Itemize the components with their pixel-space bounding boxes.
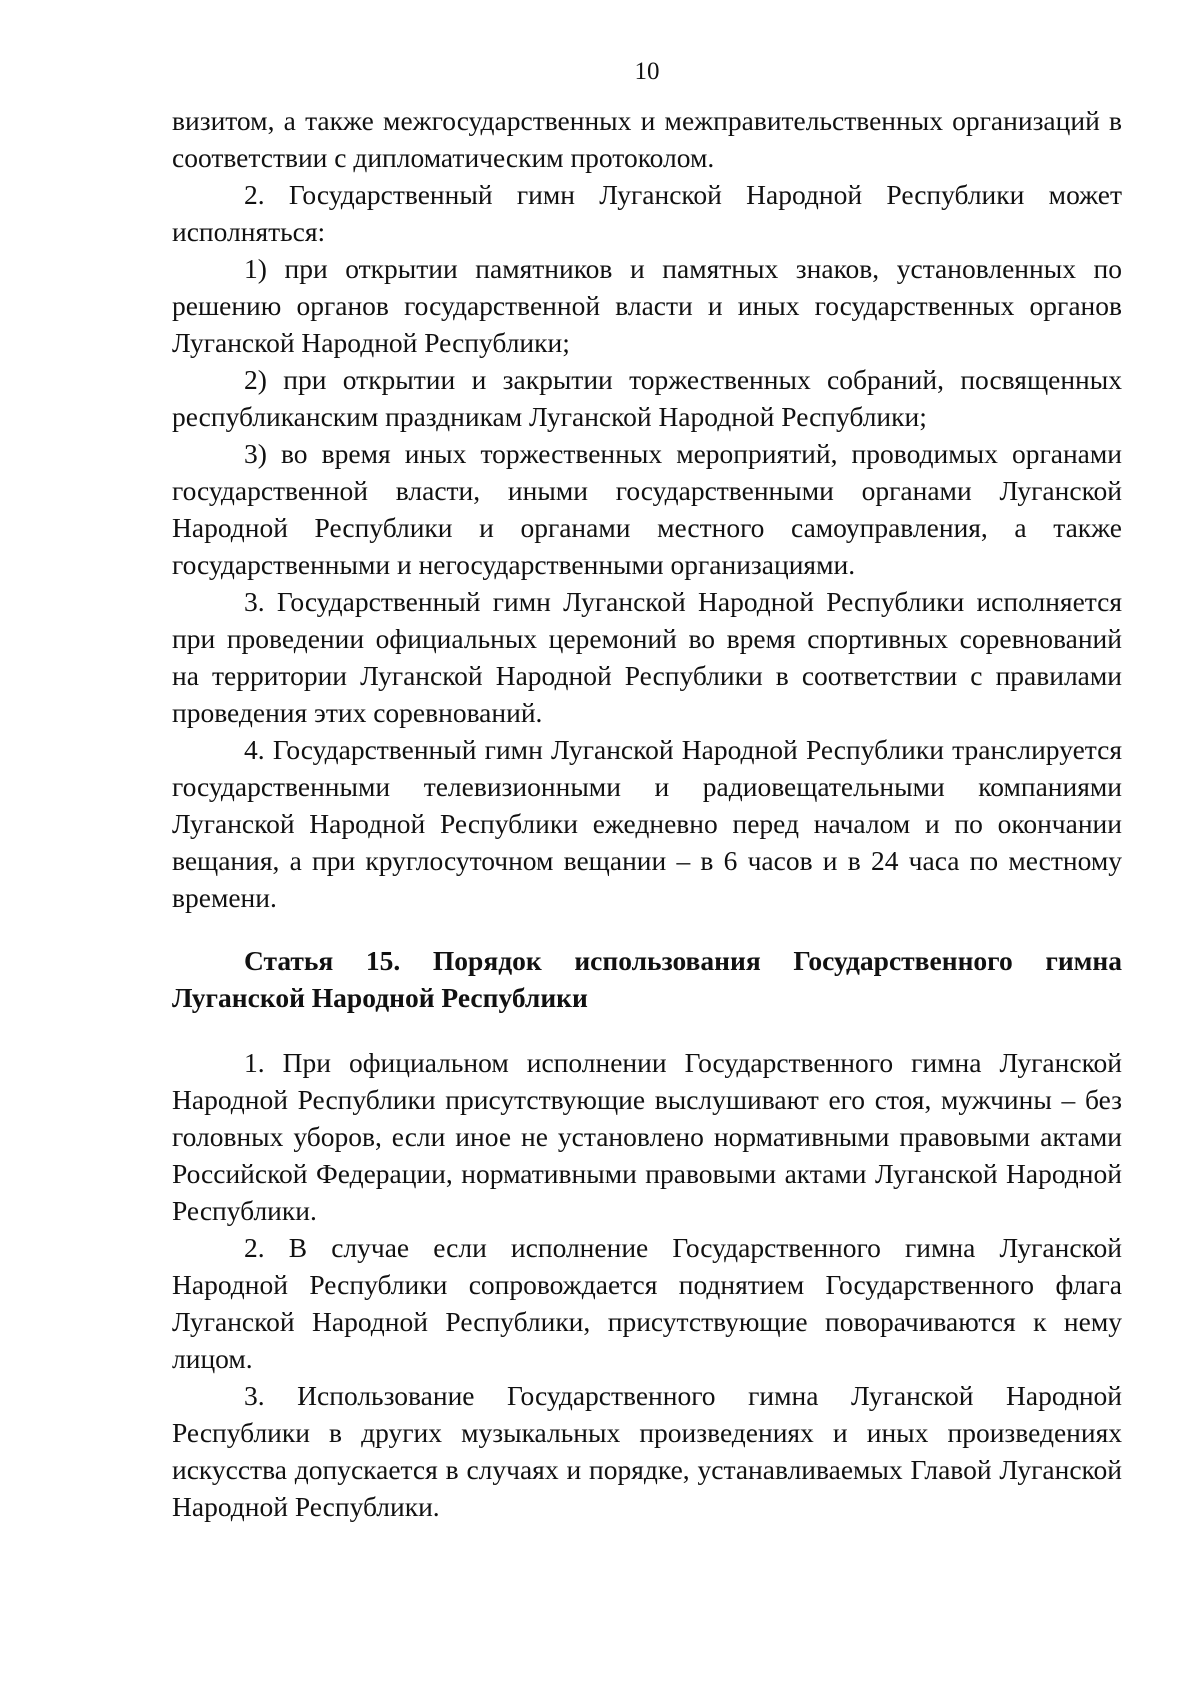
paragraph-subitem-2: 2) при открытии и закрытии торжественных собраний, посвященных республиканским праздникам Луганской Народной Республики; (172, 364, 1122, 432)
paragraph-continuation: визитом, а также межгосударственных и межправительственных организаций в соответствии с дипломатическим протоколом. (172, 105, 1122, 173)
paragraph-clause-2: 2. Государственный гимн Луганской Народной Республики может исполняться: (172, 179, 1122, 247)
paragraph-clause-4: 4. Государственный гимн Луганской Народной Республики транслируется государственными телевизионными и радиовещательными компаниями Луганской Народной Республики ежедневно перед началом и по окончании вещания, а при круглосуточном вещании – в 6 часов и в 24 часа по местному времени. (172, 734, 1122, 913)
paragraph-article-clause-2: 2. В случае если исполнение Государственного гимна Луганской Народной Республики сопровождается поднятием Государственного флага Луганской Народной Республики, присутствующие поворачиваются к нему лицом. (172, 1232, 1122, 1374)
paragraph-clause-3: 3. Государственный гимн Луганской Народной Республики исполняется при проведении официальных церемоний во время спортивных соревнований на территории Луганской Народной Республики в соответствии с правилами проведения этих соревнований. (172, 586, 1122, 728)
paragraph-subitem-3: 3) во время иных торжественных мероприятий, проводимых органами государственной власти, иными государственными органами Луганской Народной Республики и органами местного самоуправления, а также государственными и негосударственными организациями. (172, 438, 1122, 580)
page-number: 10 (634, 58, 660, 85)
document-page (172, 52, 1122, 1525)
paragraph-article-clause-3: 3. Использование Государственного гимна Луганской Народной Республики в других музыкальных произведениях и иных произведениях искусства допускается в случаях и порядке, устанавливаемых Главой Луганской Народной Республики. (172, 1380, 1122, 1522)
paragraph-subitem-1: 1) при открытии памятников и памятных знаков, установленных по решению органов государственной власти и иных государственных органов Луганской Народной Республики; (172, 253, 1122, 358)
paragraph-article-clause-1: 1. При официальном исполнении Государственного гимна Луганской Народной Республики присутствующие выслушивают его стоя, мужчины – без головных уборов, если иное не установлено нормативными правовыми актами Российской Федерации, нормативными правовыми актами Луганской Народной Республики. (172, 1047, 1122, 1226)
article-heading: Статья 15. Порядок использования Государственного гимна Луганской Народной Республики (172, 945, 1122, 1013)
